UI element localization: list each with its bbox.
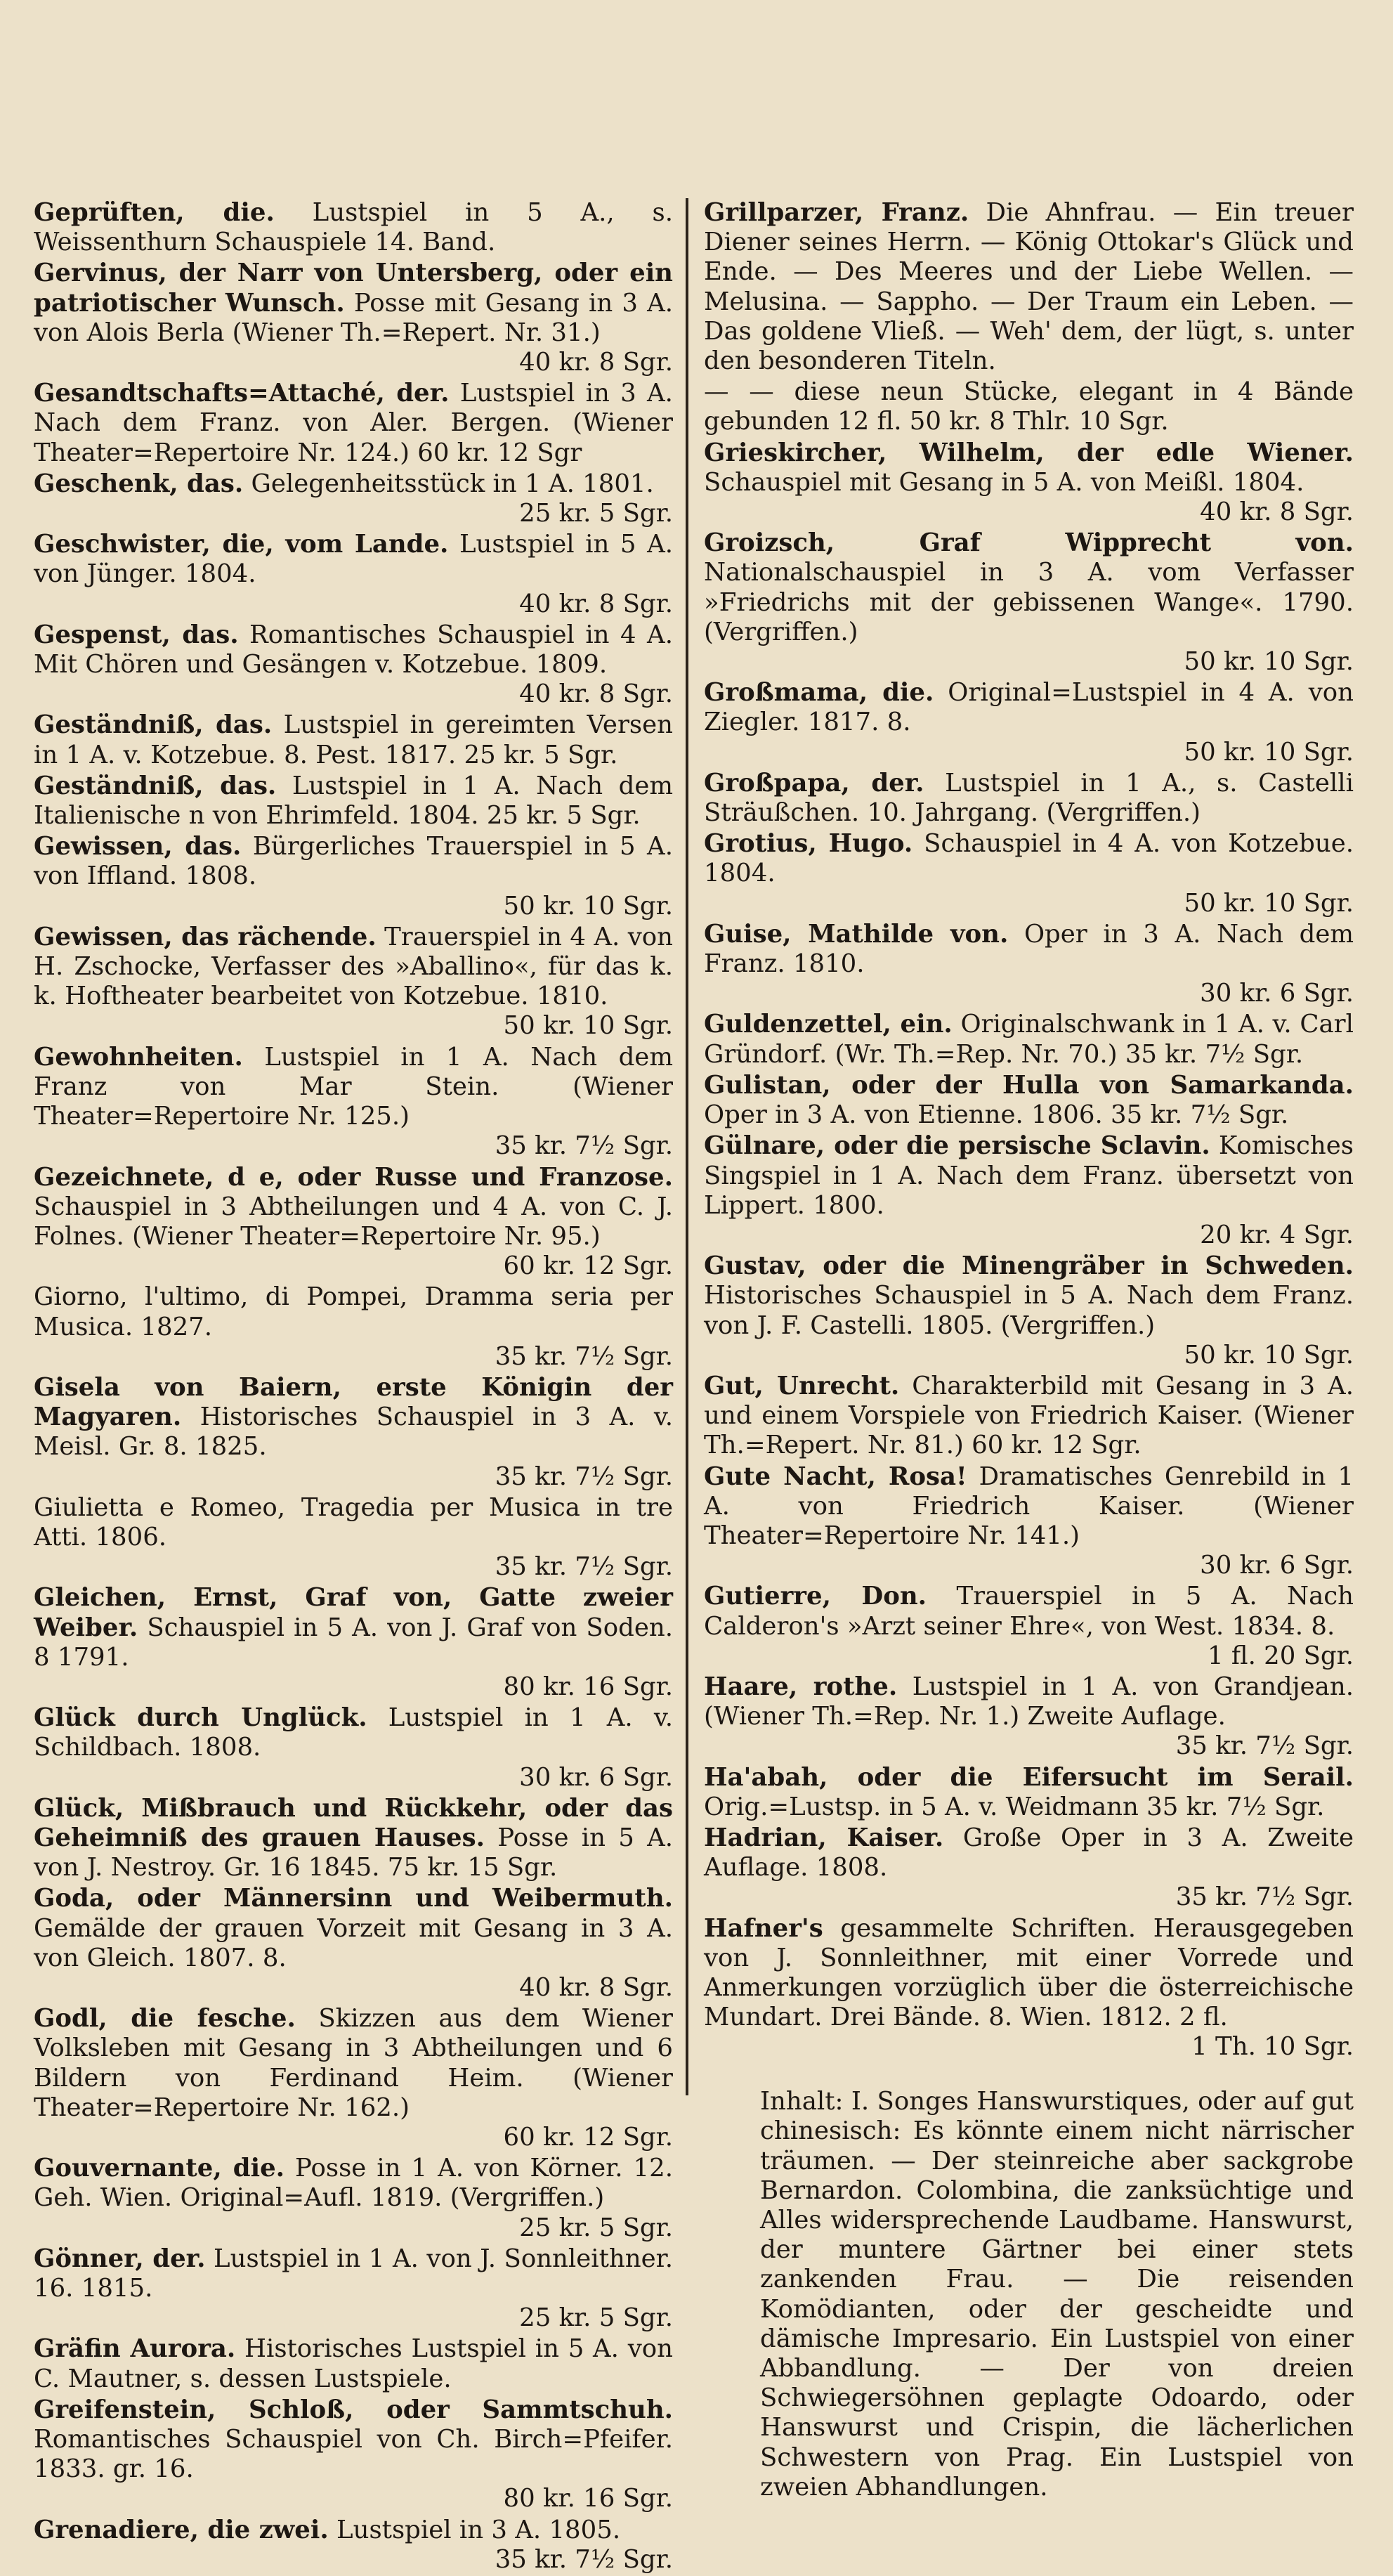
entry-headword: Grieskircher, Wilhelm, der edle Wiener. [704,438,1354,467]
catalog-entry [704,1763,1354,1822]
entry-headword: Gewissen, das. [34,832,242,861]
entry-text: Lustspiel in 1 A. Nach dem Italienische n von Ehrimfeld. 1804. 25 kr. 5 Sgr. [34,771,673,831]
entry-headword: Gervinus, der Narr von Untersberg, oder ein patriotischer Wunsch. [34,259,673,318]
entry-headword: Hadrian, Kaiser. [704,1823,944,1852]
catalog-entry [34,1282,673,1372]
entry-text: Trauerspiel in 4 A. von H. Zschocke, Verfasser des »Aballino«, für das k. k. Hoftheater bearbeitet von Kotzebue. 1810. [34,922,673,1011]
catalog-entry [704,1372,1354,1461]
catalog-entry [34,2395,673,2514]
entry-text: Lustspiel in 1 A. Nach dem Franz von Mar Stein. (Wiener Theater=Repertoire Nr. 125.) [34,1042,673,1131]
entry-price: 40 kr. 8 Sgr. [519,1972,673,2002]
entry-text: Gemälde der grauen Vorzeit mit Gesang in 3 A. von Gleich. 1807. 8. [34,1913,673,1972]
catalog-entry [34,772,673,831]
catalog-entry [704,769,1354,828]
entry-text: gesammelte Schriften. Herausgegeben von J. Sonnleithner, mit einer Vorrede und Anmerkungen vorzüglich über die österreichische Mundart. Drei Bände. 8. Wien. 1812. 2 fl. [704,1913,1354,2032]
catalog-entry [34,2004,673,2152]
entry-headword: Grenadiere, die zwei. [34,2515,329,2544]
catalog-entry [34,923,673,1041]
entry-price: 25 kr. 5 Sgr. [519,499,673,528]
entry-headword: Gesandtschafts=Attaché, der. [34,379,450,408]
catalog-entry [704,1251,1354,1370]
entry-text: Posse mit Gesang in 3 A. von Alois Berla (Wiener Th.=Repert. Nr. 31.) [34,288,673,347]
entry-price: 1 Th. 10 Sgr. [1191,2032,1354,2062]
catalog-entry [34,2154,673,2243]
entry-text: Lustspiel in 3 A. Nach dem Franz. von Aler. Bergen. (Wiener Theater=Repertoire Nr. 124.) 60 kr. 12 Sgr [34,379,673,467]
entry-headword: Hafner's [704,1913,823,1943]
entry-price: 35 kr. 7½ Sgr. [1175,1882,1354,1912]
entry-price: 35 kr. 7½ Sgr. [1175,1731,1354,1761]
entry-text: Posse in 5 A. von J. Nestroy. Gr. 16 1845. 75 kr. 15 Sgr. [34,1823,673,1882]
catalog-entry [34,259,673,377]
catalog-entry [34,1493,673,1582]
entry-price: 50 kr. 10 Sgr. [1184,737,1354,767]
entry-text: Lustspiel in 5 A., s. Weissenthurn Schauspiele 14. Band. [34,198,673,257]
left-column [34,198,673,2576]
entry-text: Lustspiel in 1 A. von Grandjean. (Wiener Th.=Rep. Nr. 1.) Zweite Auflage. [704,1672,1354,1731]
entry-price: 40 kr. 8 Sgr. [1200,497,1354,527]
catalog-entry [704,1010,1354,1069]
catalog-entry [704,1672,1354,1762]
entry-price: 35 kr. 7½ Sgr. [495,1462,673,1491]
entry-headword: Gleichen, Ernst, Graf von, Gatte zweier Weiber. [34,1583,673,1642]
entry-text: Oper in 3 A. Nach dem Franz. 1810. [704,919,1354,979]
entry-text: Orig.=Lustsp. in 5 A. v. Weidmann 35 kr. 7½ Sgr. [704,1792,1325,1821]
entry-headword: Glück durch Unglück. [34,1703,367,1733]
entry-headword: Gutierre, Don. [704,1582,927,1611]
entry-text: Schauspiel mit Gesang in 5 A. von Meißl. 1804. [704,467,1304,497]
entry-headword: Großpapa, der. [704,768,924,798]
catalog-entry [34,2334,673,2393]
entry-price: 40 kr. 8 Sgr. [519,589,673,618]
catalog-entry [34,1794,673,1883]
entry-headword: Gute Nacht, Rosa! [704,1462,967,1491]
entry-text: Schauspiel in 3 Abtheilungen und 4 A. von C. J. Folnes. (Wiener Theater=Repertoire Nr. 95.) [34,1192,673,1251]
entry-headword: Geständniß, das. [34,710,273,740]
entry-headword: Haare, rothe. [704,1672,898,1701]
entry-price: 40 kr. 8 Sgr. [519,679,673,709]
catalog-entry [704,198,1354,376]
catalog-entry [34,710,673,769]
entry-text: Dramatisches Genrebild in 1 A. von Friedrich Kaiser. (Wiener Theater=Repertoire Nr. 141.) [704,1462,1354,1550]
entry-headword: Gewohnheiten. [34,1042,243,1072]
entry-headword: Geständniß, das. [34,771,277,800]
catalog-entry [34,1043,673,1162]
entry-text: Giulietta e Romeo, Tragedia per Musica in tre Atti. 1806. [34,1492,673,1552]
entry-price: 50 kr. 10 Sgr. [1184,647,1354,677]
catalog-entry [34,1163,673,1282]
entry-text: Lustspiel in 1 A., s. Castelli Sträußchen. 10. Jahrgang. (Vergriffen.) [704,768,1354,828]
catalog-entry [704,1914,1354,2062]
entry-text: Oper in 3 A. von Etienne. 1806. 35 kr. 7½ Sgr. [704,1100,1289,1130]
right-column [704,198,1354,2527]
entry-headword: Godl, die fesche. [34,2004,296,2034]
catalog-entry [34,1884,673,2003]
entry-text: Lustspiel in 5 A. von Jünger. 1804. [34,530,673,589]
entry-text: Romantisches Schauspiel in 4 A. Mit Chören und Gesängen v. Kotzebue. 1809. [34,620,673,679]
catalog-entry [704,1462,1354,1581]
entry-price: 50 kr. 10 Sgr. [1184,888,1354,918]
entry-text: Schauspiel in 4 A. von Kotzebue. 1804. [704,829,1354,888]
entry-text: Skizzen aus dem Wiener Volksleben mit Gesang in 3 Abtheilungen und 6 Bildern von Ferdinand Heim. (Wiener Theater=Repertoire Nr. 162.) [34,2004,673,2122]
catalog-entry [704,377,1354,436]
entry-headword: Großmama, die. [704,678,934,708]
entry-price: 40 kr. 8 Sgr. [519,348,673,377]
entry-price: 35 kr. 7½ Sgr. [495,1552,673,1582]
entry-price: 30 kr. 6 Sgr. [1200,1551,1354,1580]
entry-headword: Gustav, oder die Minengräber in Schweden. [704,1251,1354,1281]
entry-text: Lustspiel in 1 A. von J. Sonnleithner. 16. 1815. [34,2244,673,2303]
entry-price: 1 fl. 20 Sgr. [1208,1641,1354,1670]
catalog-entry [704,1071,1354,1130]
entry-headword: Gisela von Baiern, erste Königin der Magyaren. [34,1372,673,1432]
catalog-entry [34,2516,673,2575]
entry-headword: Gewissen, das rächende. [34,922,377,951]
entry-text: Romantisches Schauspiel von Ch. Birch=Pfeifer. 1833. gr. 16. [34,2425,673,2484]
entry-price: 25 kr. 5 Sgr. [519,2303,673,2333]
entry-text: Historisches Lustspiel in 5 A. von C. Mautner, s. dessen Lustspiele. [34,2334,673,2393]
entry-price: 60 kr. 12 Sgr. [503,1251,673,1281]
entry-text: Nationalschauspiel in 3 A. vom Verfasser »Friedrichs mit der gebissenen Wange«. 1790. (Vergriffen.) [704,558,1354,646]
entry-headword: Groizsch, Graf Wipprecht von. [704,528,1354,558]
entry-text: Große Oper in 3 A. Zweite Auflage. 1808. [704,1823,1354,1882]
entry-text: Charakterbild mit Gesang in 3 A. und einem Vorspiele von Friedrich Kaiser. (Wiener Th.=Repert. Nr. 81.) 60 kr. 12 Sgr. [704,1371,1354,1460]
entry-price: 35 kr. 7½ Sgr. [495,1341,673,1371]
entry-headword: Ha'abah, oder die Eifersucht im Serail. [704,1762,1354,1792]
entry-price: 50 kr. 10 Sgr. [503,891,673,921]
entry-headword: Greifenstein, Schloß, oder Sammtschuh. [34,2395,673,2424]
entry-headword: Gut, Unrecht. [704,1371,900,1400]
entry-headword: Geschwister, die, vom Lande. [34,530,449,559]
entry-text: Historisches Schauspiel in 3 A. v. Meisl. Gr. 8. 1825. [34,1403,673,1462]
catalog-entry [34,1583,673,1702]
contents-list: Inhalt: I. Songes Hanswurstiques, oder auf gut chinesisch: Es könnte einem nicht närrischer träumen. — Der steinreiche aber sackgrobe Bernardon. Colombina, die zanksüchtige und Alles widersprechende Laudbame. Hanswurst, der muntere Gärtner bei einer stets zankenden Frau. — Die reisenden Komödianten, oder der gescheidte und dämische Impresario. Ein Lustspiel von einer Abbandlung. — Der von dreien Schwiegersöhnen geplagte Odoardo, oder Hanswurst und Crispin, die lächerlichen Schwestern von Prag. Ein Lustspiel von zweien Abhandlungen. [760,2087,1354,2502]
entry-text: Gelegenheitsstück in 1 A. 1801. [251,469,654,498]
catalog-entry [704,1131,1354,1250]
entry-text: Lustspiel in 1 A. v. Schildbach. 1808. [34,1703,674,1762]
entry-price: 60 kr. 12 Sgr. [503,2123,673,2152]
catalog-entry [34,1703,673,1793]
entry-price: 35 kr. 7½ Sgr. [495,2544,673,2574]
entry-price: 30 kr. 6 Sgr. [1200,979,1354,1008]
entry-price: 50 kr. 10 Sgr. [503,1011,673,1041]
entry-headword: Gulistan, oder der Hulla von Samarkanda. [704,1070,1354,1100]
entry-price: 50 kr. 10 Sgr. [1184,1340,1354,1370]
catalog-entry [704,920,1354,1009]
entry-text: Historisches Schauspiel in 5 A. Nach dem Franz. von J. F. Castelli. 1805. (Vergriffen.) [704,1281,1354,1340]
entry-headword: Gezeichnete, d e, oder Russe und Franzose. [34,1162,673,1192]
catalog-entry [704,1823,1354,1913]
entry-headword: Grotius, Hugo. [704,829,913,859]
entry-headword: Guise, Mathilde von. [704,919,1009,949]
catalog-entry [34,2244,673,2334]
column-divider [686,198,688,2095]
entry-text: Die Ahnfrau. — Ein treuer Diener seines Herrn. — König Ottokar's Glück und Ende. — Des Meeres und der Liebe Wellen. — Melusina. — Sappho. — Der Traum ein Leben. — Das goldene Vließ. — Weh' dem, der lügt, s. unter den besonderen Titeln. [704,198,1354,376]
entry-price: 30 kr. 6 Sgr. [519,1762,673,1792]
entry-text: Trauerspiel in 5 A. Nach Calderon's »Arzt seiner Ehre«, von West. 1834. 8. [704,1582,1354,1641]
catalog-entry [34,1373,673,1492]
catalog-entry [34,469,673,528]
entry-headword: Goda, oder Männersinn und Weibermuth. [34,1884,673,1913]
entry-text: Giorno, l'ultimo, di Pompei, Dramma seria per Musica. 1827. [34,1282,673,1341]
entry-text: Original=Lustspiel in 4 A. von Ziegler. 1817. 8. [704,678,1354,737]
entry-price: 20 kr. 4 Sgr. [1200,1220,1354,1249]
entry-text: Bürgerliches Trauerspiel in 5 A. von Iffland. 1808. [34,832,673,891]
catalog-entry [704,829,1354,918]
entry-headword: Gräfin Aurora. [34,2334,236,2364]
entry-text: Komisches Singspiel in 1 A. Nach dem Franz. übersetzt von Lippert. 1800. [704,1131,1354,1220]
entry-text: Posse in 1 A. von Körner. 12. Geh. Wien. Original=Aufl. 1819. (Vergriffen.) [34,2154,673,2213]
catalog-entry [34,832,673,921]
catalog-entry [34,530,673,619]
catalog-entry [34,198,673,257]
entry-headword: Guldenzettel, ein. [704,1010,953,1039]
catalog-entry [704,438,1354,528]
entry-headword: Geprüften, die. [34,198,275,227]
entry-headword: Grillparzer, Franz. [704,198,969,227]
catalog-entry [34,379,673,468]
entry-text: Lustspiel in 3 A. 1805. [336,2515,621,2544]
entry-price: 35 kr. 7½ Sgr. [495,1131,673,1161]
catalog-entry [704,528,1354,677]
entry-text: Lustspiel in gereimten Versen in 1 A. v. Kotzebue. 8. Pest. 1817. 25 kr. 5 Sgr. [34,710,673,769]
catalog-entry [34,620,673,710]
entry-headword: Geschenk, das. [34,469,244,498]
entry-headword: Gespenst, das. [34,620,239,649]
entry-price: 80 kr. 16 Sgr. [503,1672,673,1701]
entry-text: Schauspiel in 5 A. von J. Graf von Soden. 8 1791. [34,1613,673,1672]
entry-text: — — diese neun Stücke, elegant in 4 Bände gebunden 12 fl. 50 kr. 8 Thlr. 10 Sgr. [704,377,1354,436]
entry-price: 25 kr. 5 Sgr. [519,2213,673,2242]
catalog-entry [704,1582,1354,1671]
entry-headword: Gönner, der. [34,2244,206,2273]
entry-text: Originalschwank in 1 A. v. Carl Gründorf. (Wr. Th.=Rep. Nr. 70.) 35 kr. 7½ Sgr. [704,1010,1354,1069]
entry-headword: Gouvernante, die. [34,2154,285,2183]
catalog-entry [704,678,1354,767]
entry-price: 80 kr. 16 Sgr. [503,2484,673,2513]
entry-headword: Gülnare, oder die persische Sclavin. [704,1131,1210,1161]
entry-headword: Glück, Mißbrauch und Rückkehr, oder das Geheimniß des grauen Hauses. [34,1793,673,1852]
